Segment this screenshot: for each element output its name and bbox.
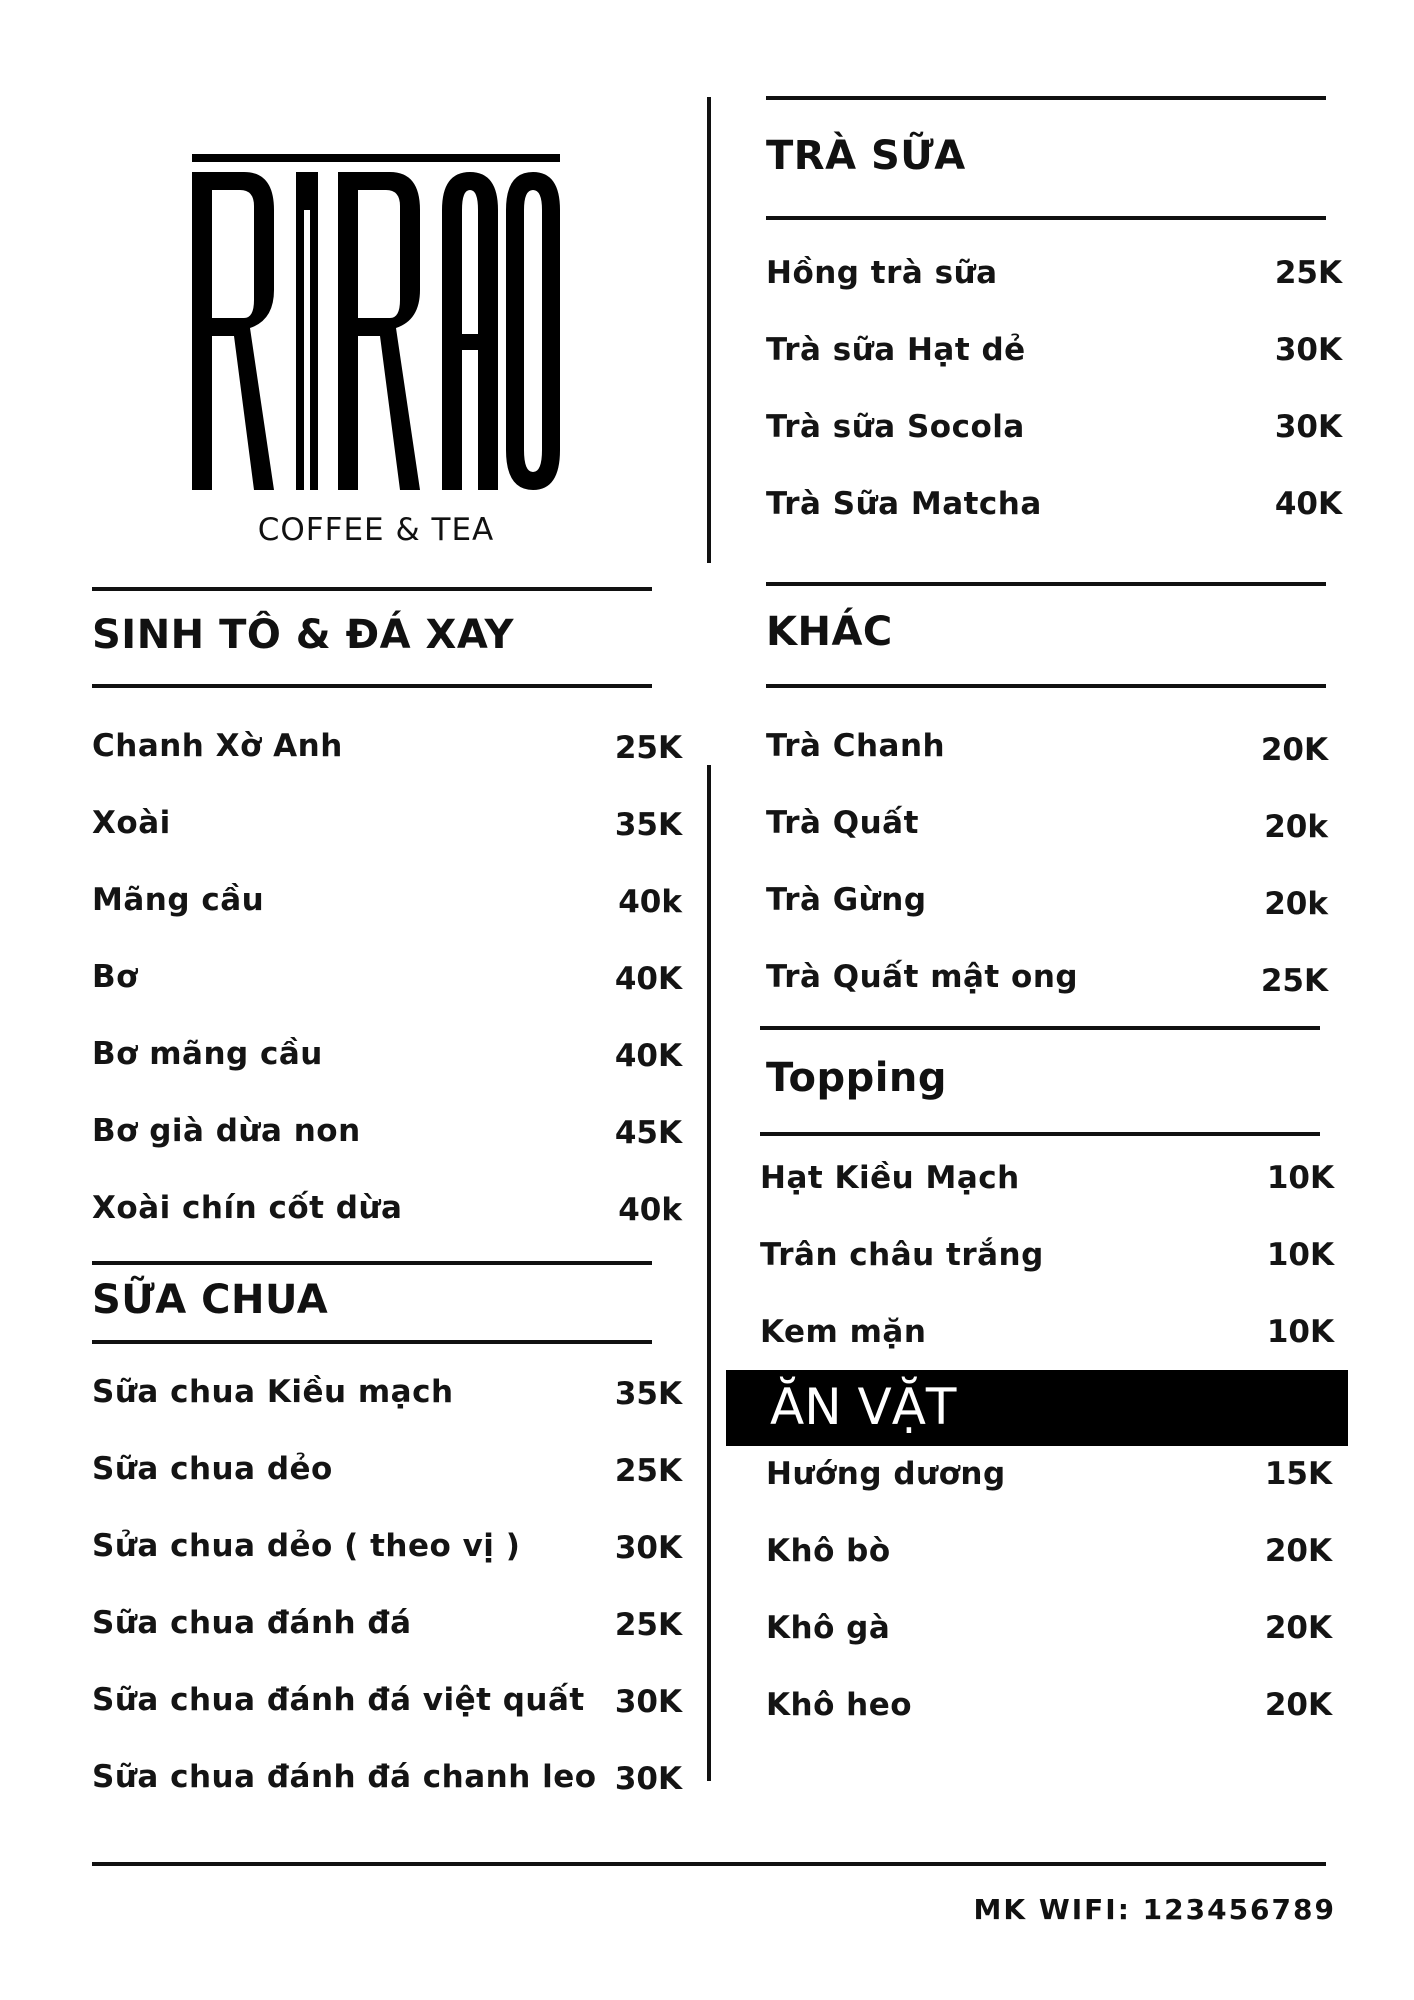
menu-item-price: 20k [1264,809,1328,845]
menu-item-price: 45K [614,1115,682,1151]
divider [92,1261,652,1265]
menu-item-price: 40k [618,1192,682,1228]
menu-item-name: Sửa chua dẻo ( theo vị ) [92,1528,521,1564]
divider [92,1340,652,1344]
menu-item-name: Xoài [92,805,171,841]
menu-item-name: Xoài chín cốt dừa [92,1190,403,1226]
brand-logo [188,150,564,500]
menu-item-price: 20K [1264,1533,1332,1569]
menu-item-name: Trà Sữa Matcha [766,486,1042,522]
menu-item-price: 25K [614,1607,682,1643]
menu-item-name: Bơ [92,959,138,995]
section-title-topping: Topping [766,1055,948,1101]
divider [760,1132,1320,1136]
menu-item-name: Trà sữa Socola [766,409,1025,445]
menu-item-price: 35K [614,1376,682,1412]
menu-item-price: 20K [1260,732,1328,768]
menu-item-price: 25K [1260,963,1328,999]
divider [760,1026,1320,1030]
column-divider-top [707,97,711,563]
section-title-sua-chua: SỮA CHUA [92,1277,329,1323]
menu-item-price: 25K [614,1453,682,1489]
menu-item-price: 20k [1264,886,1328,922]
menu-item-name: Khô bò [766,1533,891,1569]
menu-item-price: 10K [1266,1237,1334,1273]
column-divider-bottom [707,765,711,1781]
menu-item-price: 20K [1264,1610,1332,1646]
menu-item-name: Sữa chua đánh đá chanh leo [92,1759,597,1795]
menu-item-name: Mãng cầu [92,882,265,918]
menu-item-name: Trân châu trắng [760,1237,1044,1273]
menu-item-name: Chanh Xờ Anh [92,728,343,764]
menu-item-price: 15K [1264,1456,1332,1492]
divider [766,684,1326,688]
menu-item-price: 30K [1274,409,1342,445]
divider [766,96,1326,100]
section-title-sinh-to: SINH TÔ & ĐÁ XAY [92,612,514,658]
menu-item-price: 40K [614,961,682,997]
menu-item-name: Trà sữa Hạt dẻ [766,332,1026,368]
menu-item-price: 30K [1274,332,1342,368]
menu-item-name: Trà Quất [766,805,919,841]
menu-item-name: Khô heo [766,1687,913,1723]
footer-divider [92,1862,1326,1866]
menu-item-price: 25K [614,730,682,766]
menu-item-price: 25K [1274,255,1342,291]
menu-item-price: 40K [614,1038,682,1074]
menu-item-name: Kem mặn [760,1314,927,1350]
menu-item-price: 30K [614,1530,682,1566]
menu-item-name: Bơ già dừa non [92,1113,361,1149]
divider [92,587,652,591]
menu-item-price: 30K [614,1684,682,1720]
menu-item-price: 10K [1266,1314,1334,1350]
menu-item-price: 20K [1264,1687,1332,1723]
menu-item-name: Hạt Kiều Mạch [760,1160,1020,1196]
section-title-khac: KHÁC [766,609,893,655]
menu-item-name: Trà Quất mật ong [766,959,1079,995]
divider [766,582,1326,586]
menu-item-price: 35K [614,807,682,843]
section-title-an-vat: ĂN VẶT [770,1378,957,1436]
menu-item-name: Sữa chua Kiều mạch [92,1374,454,1410]
menu-item-price: 10K [1266,1160,1334,1196]
menu-item-name: Khô gà [766,1610,891,1646]
section-title-tra-sua: TRÀ SỮA [766,133,966,179]
menu-item-name: Trà Gừng [766,882,927,918]
menu-item-name: Trà Chanh [766,728,946,764]
wifi-password: MK WIFI: 123456789 [973,1893,1336,1926]
logo-subtitle: COFFEE & TEA [257,512,495,548]
divider [766,216,1326,220]
menu-item-name: Sữa chua đánh đá việt quất [92,1682,585,1718]
menu-item-price: 30K [614,1761,682,1797]
menu-item-name: Sữa chua dẻo [92,1451,333,1487]
menu-item-name: Bơ mãng cầu [92,1036,323,1072]
menu-item-price: 40K [1274,486,1342,522]
menu-item-price: 40k [618,884,682,920]
menu-item-name: Hướng dương [766,1456,1006,1492]
menu-item-name: Sữa chua đánh đá [92,1605,412,1641]
menu-item-name: Hồng trà sữa [766,255,998,291]
divider [92,684,652,688]
